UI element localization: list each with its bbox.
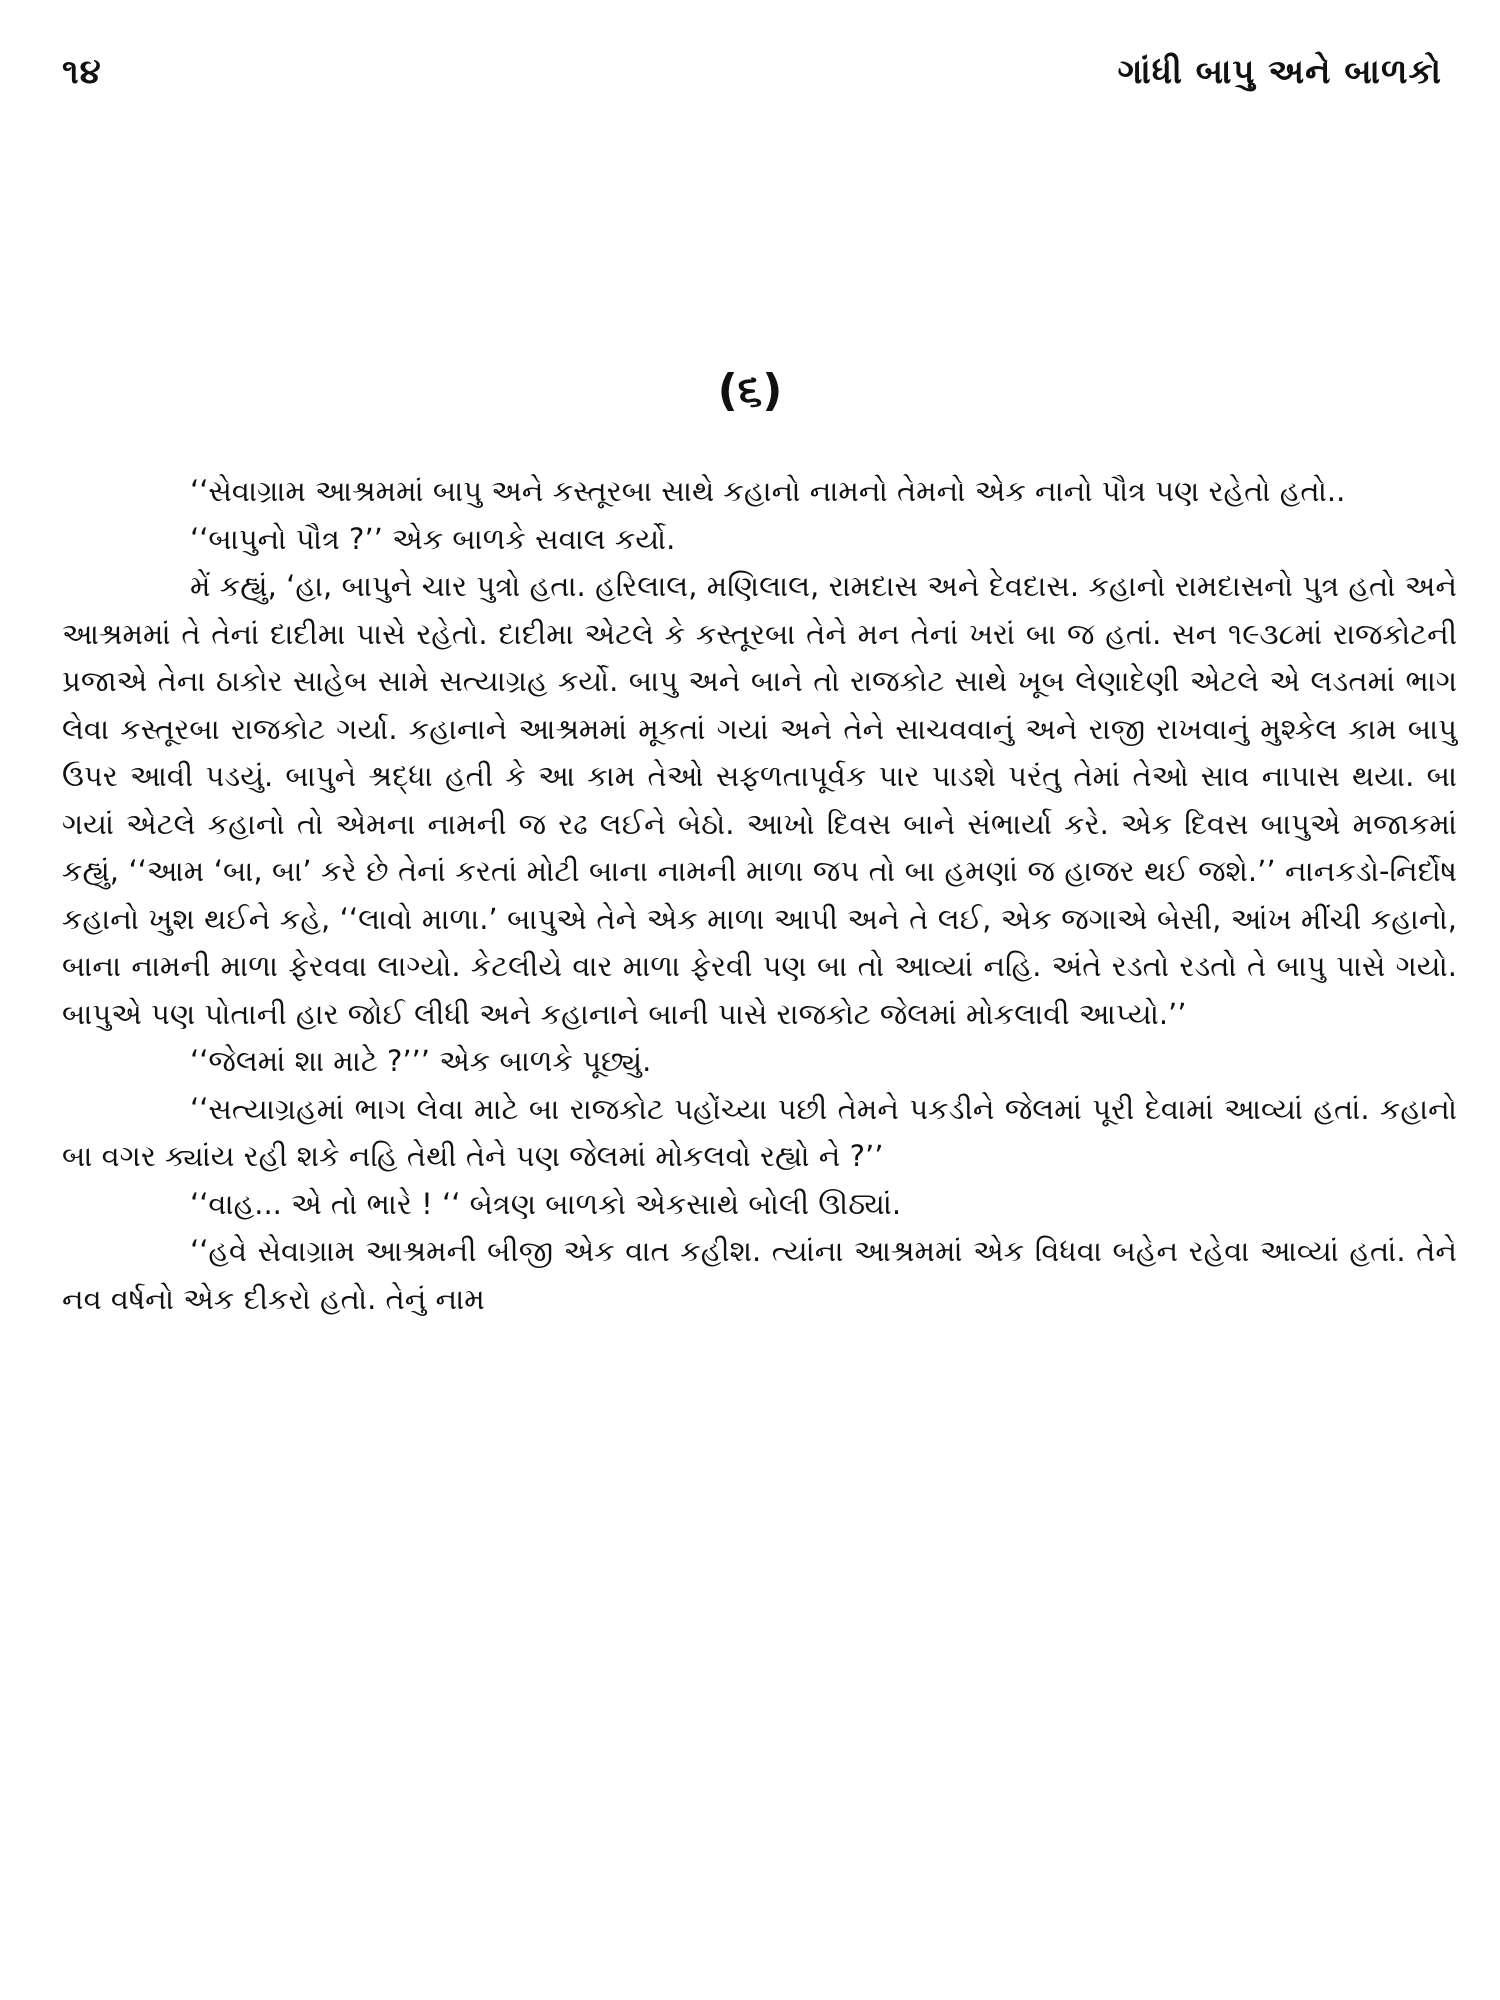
running-title: ગાંધી બાપુ અને બાળકો [1117, 52, 1442, 92]
paragraph: ‘‘જેલમાં શા માટે ?’’’ એક બાળકે પૂછ્યું. [190, 1044, 652, 1078]
paragraph: ‘‘સત્યાગ્રહમાં ભાગ લેવા માટે બા રાજકોટ પહોંચ્યા પછી તેમને પકડીને જેલમાં પૂરી દેવામાં આવ્યાં હતાં. કહાનો બા વગર ક્યાંય રહી શકે નહિ તેથી તેને પણ જેલમાં મોકલવો રહ્યો ને ?’’ [62, 1091, 1457, 1173]
paragraph: ‘‘સેવાગ્રામ આશ્રમમાં બાપુ અને કસ્તૂરબા સાથે કહાનો નામનો તેમનો એક નાનો પૌત્ર પણ રહેતો હતો.. [190, 474, 1346, 508]
chapter-heading: (૬) [717, 365, 783, 416]
page-number: ૧૪ [62, 52, 102, 92]
paragraph: ‘‘બાપુનો પૌત્ર ?’’ એક બાળકે સવાલ કર્યો. [190, 521, 676, 556]
body-text [62, 468, 1457, 1323]
paragraph: ‘‘હવે સેવાગ્રામ આશ્રમની બીજી એક વાત કહીશ. ત્યાંના આશ્રમમાં એક વિધવા બહેન રહેવા આવ્યાં હતાં. તેને નવ વર્ષનો એક દીકરો હતો. તેનું નામ [62, 1234, 1457, 1316]
paragraph: મેં કહ્યું, ‘હા, બાપુને ચાર પુત્રો હતા. હરિલાલ, મણિલાલ, રામદાસ અને દેવદાસ. કહાનો રામદાસનો પુત્ર હતો અને આશ્રમમાં તે તેનાં દાદીમા પાસે રહેતો. દાદીમા એટલે કે કસ્તૂરબા તેને મન તેનાં ખરાં બા જ હતાં. સન ૧૯૩૮માં રાજકોટની પ્રજાએ તેના ઠાકોર સાહેબ સામે સત્યાગ્રહ કર્યો. બાપુ અને બાને તો રાજકોટ સાથે ખૂબ લેણાદેણી એટલે એ લડતમાં ભાગ લેવા કસ્તૂરબા રાજકોટ ગર્યા. કહાનાને આશ્રમમાં મૂકતાં ગયાં અને તેને સાચવવાનું અને રાજી રાખવાનું મુશ્કેલ કામ બાપુ ઉપર આવી પડયું. બાપુને શ્રદ્ધા હતી કે આ કામ તેઓ સફળતાપૂર્વક પાર પાડશે પરંતુ તેમાં તેઓ સાવ નાપાસ થયા. બા ગયાં એટલે કહાનો તો એમના નામની જ રઢ લઈને બેઠો. આખો દિવસ બાને સંભાર્યા કરે. એક દિવસ બાપુએ મજાકમાં કહ્યું, ‘‘આમ ‘બા, બા’ કરે છે તેનાં કરતાં મોટી બાના નામની માળા જપ તો બા હમણાં જ હાજર થઈ જશે.’’ નાનકડો-નિર્દોષ કહાનો ખુશ થઈને કહે, ‘‘લાવો માળા.’ બાપુએ તેને એક માળા આપી અને તે લઈ, એક જગાએ બેસી, આંખ મીંચી કહાનો, બાના નામની માળા ફેરવવા લાગ્યો. કેટલીયે વાર માળા ફેરવી પણ બા તો આવ્યાં નહિ. અંતે રડતો રડતો તે બાપુ પાસે ગયો. બાપુએ પણ પોતાની હાર જોઈ લીધી અને કહાનાને બાની પાસે રાજકોટ જેલમાં મોકલાવી આપ્યો.’’ [62, 569, 1457, 1031]
paragraph: ‘‘વાહ... એ તો ભારે ! ‘‘ બેત્રણ બાળકો એકસાથે બોલી ઊઠ્યાં. [190, 1186, 902, 1221]
